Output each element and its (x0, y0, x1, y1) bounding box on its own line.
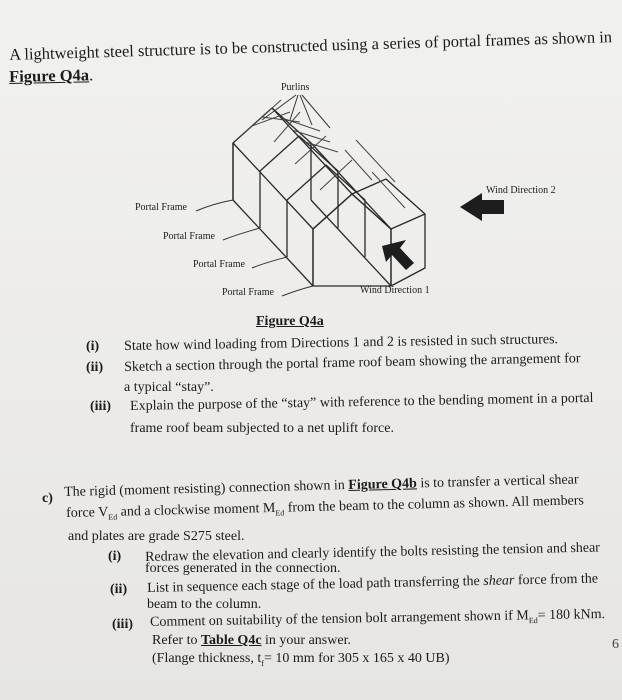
part-c-i-number: (i) (108, 549, 122, 564)
table-q4c-reference[interactable]: Table Q4c (200, 633, 262, 648)
label-portal-frame-1: Portal Frame (135, 202, 187, 213)
intro-line-1: A lightweight steel structure is to be constructed using a series of portal frames as shown in (8, 27, 613, 64)
part-c-iii-number: (iii) (112, 617, 133, 632)
part-c-i-line-1: Redraw the elevation and clearly identify the bolts resisting the tension and shear (144, 540, 601, 565)
part-c-i-line-2: forces generated in the connection. (145, 561, 341, 576)
edge-mark: 6 (612, 637, 619, 652)
part-c-ii-line-1: List in sequence each stage of the load path transferring the shear force from the (146, 571, 599, 596)
question-b-i-number: (i) (86, 339, 100, 354)
question-b-iii-number: (iii) (90, 399, 111, 414)
base-line-left (233, 200, 313, 286)
base-line-right (311, 200, 391, 286)
part-c-iii-line-2: Refer to Table Q4c in your answer. (152, 633, 351, 648)
figure-q4a-reference[interactable]: Figure Q4a (8, 65, 90, 86)
part-c-line-2: force $V_{Ed}$ and a clockwise moment $M_{Ed}$ from the beam to the column as shown. All members (65, 493, 585, 522)
label-wind-direction-1: Wind Direction 1 (360, 285, 430, 296)
part-c-ii-number: (ii) (110, 582, 128, 597)
part-c-iii-line-3: (Flange thickness, $t_f= 10$ mm for 305 x 165 x 40 UB) (152, 651, 450, 668)
part-c-line-3: and plates are grade S275 steel. (68, 529, 245, 544)
part-c-iii-line-1: Comment on suitability of the tension bolt arrangement shown if $M_{Ed}= 180$ kNm. (149, 607, 606, 630)
question-b-i-text: State how wind loading from Directions 1 and 2 is resisted in such structures. (123, 332, 559, 354)
frame-leaders (196, 200, 313, 296)
wind-direction-2-arrow (460, 193, 504, 221)
question-b-ii-line-1: Sketch a section through the portal frame roof beam showing the arrangement for (123, 351, 581, 375)
portal-frame-4 (313, 194, 391, 286)
eaves-line-left (233, 143, 313, 229)
question-b-iii-line-1: Explain the purpose of the “stay” with reference to the bending moment in a portal (129, 390, 594, 414)
question-b-ii-number: (ii) (86, 360, 104, 375)
label-wind-direction-2: Wind Direction 2 (486, 185, 556, 196)
figure-caption: Figure Q4a (256, 314, 324, 329)
label-portal-frame-4: Portal Frame (222, 287, 274, 298)
ridge-line (272, 108, 352, 194)
label-portal-frame-3: Portal Frame (193, 259, 245, 270)
question-b-iii-line-2: frame roof beam subjected to a net uplift force. (130, 421, 394, 436)
gable-roof-side (352, 179, 425, 214)
label-purlins: Purlins (281, 82, 310, 93)
part-c-line-1: The rigid (moment resisting) connection shown in Figure Q4b is to transfer a vertical shear (63, 472, 579, 500)
gable-wall (313, 194, 391, 286)
wind-direction-1-arrow (382, 240, 414, 270)
eaves-line-right (311, 143, 391, 229)
question-b-ii-line-2: a typical “stay”. (124, 380, 214, 395)
purlin-lines (241, 100, 405, 208)
part-c-label: c) (42, 491, 53, 506)
label-portal-frame-2: Portal Frame (163, 231, 215, 242)
intro-line-2: Figure Q4a. (8, 65, 94, 86)
portal-frame-3 (287, 165, 365, 257)
part-c-ii-line-2: beam to the column. (147, 597, 262, 612)
figure-q4b-reference[interactable]: Figure Q4b (348, 476, 418, 494)
